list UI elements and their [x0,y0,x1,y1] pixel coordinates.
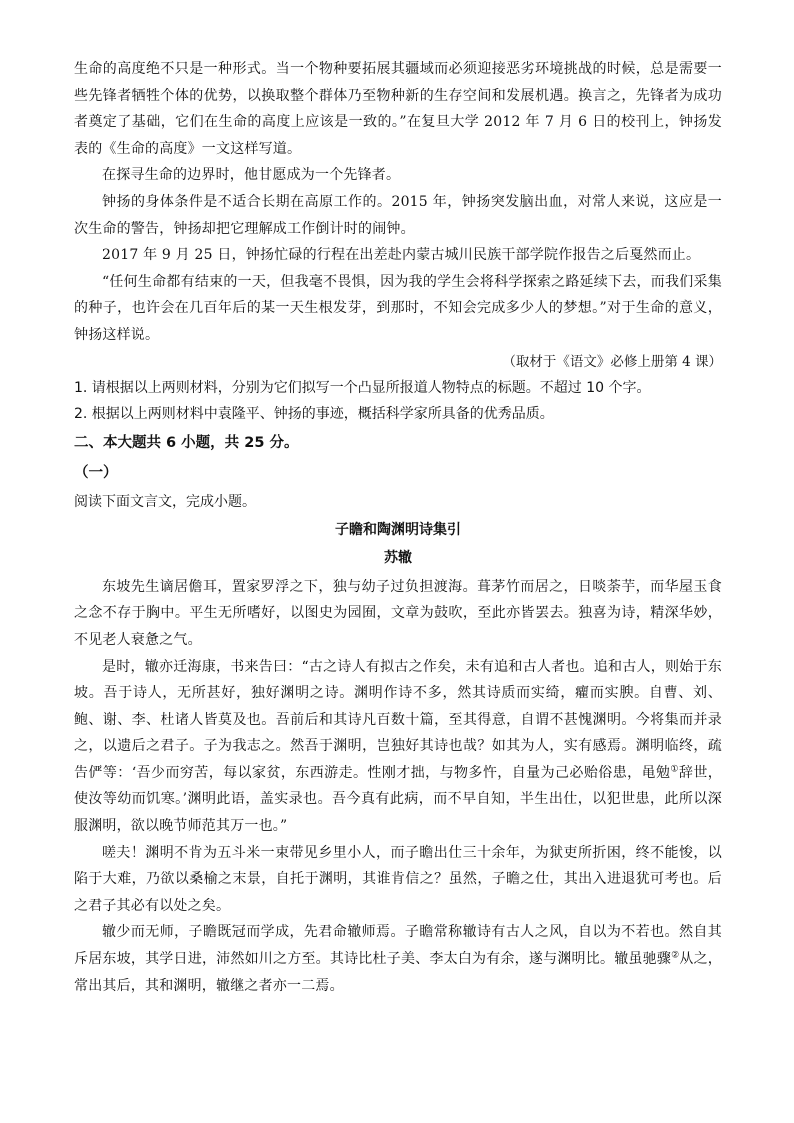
footnote-marker: ① [670,764,679,775]
passage-paragraph [74,654,722,840]
material-paragraph: 在探寻生命的边界时，他甘愿成为一个先锋者。 [102,167,401,184]
passage-text: 辞世，使汝等幼而饥寒。’渊明此语，盖实录也。吾今真有此病，而不早自知，半生出仕，以犯世患，此所以深服渊明，欲以晚节师范其万一也。” [74,764,722,835]
question-1: 1. 请根据以上两则材料，分别为它们拟写一个凸显所报道人物特点的标题。不超过 10 个字。 [74,379,651,396]
passage-author: 苏辙 [384,549,412,566]
material-source: （取材于《语文》必修上册第 4 课） [502,353,722,370]
section-heading: 二、本大题共 6 小题，共 25 分。 [74,434,299,451]
material-paragraph: 2017 年 9 月 25 日，钟扬忙碌的行程在出差赴内蒙古城川民族干部学院作报告之后戛然而止。 [102,247,701,264]
question-2: 2. 根据以上两则材料中袁隆平、钟扬的事迹，概括科学家所具备的优秀品质。 [74,406,554,423]
material-paragraph: “任何生命都有结束的一天，但我毫不畏惧，因为我的学生会将科学探索之路延续下去，而我们采集的种子，也许会在几百年后的某一天生根发芽，到那时，不知会完成多少人的梦想。”对于生命的意义，钟扬这样说。 [74,273,722,343]
passage-paragraph: 嗟夫！渊明不肯为五斗米一束带见乡里小人，而子瞻出仕三十余年，为狱吏所折困，终不能悛，以陷于大难，乃欲以桑榆之末景，自托于渊明，其谁肯信之？虽然，子瞻之仕，其出入进退犹可考也。后之君子其必有以处之矣。 [74,844,722,914]
document-page [74,56,722,999]
passage-title: 子瞻和陶渊明诗集引 [335,521,461,538]
material-paragraph: 钟扬的身体条件是不适合长期在高原工作的。2015 年，钟扬突发脑出血，对常人来说，这应是一次生命的警告，钟扬却把它理解成工作倒计时的闹钟。 [74,193,722,237]
footnote-marker: ② [671,950,680,961]
subsection-heading: （一） [74,464,118,481]
passage-text: 是时，辙亦迁海康，书来告曰：“古之诗人有拟古之作矣，未有追和古人者也。追和古人，则始于东坡。吾于诗人，无所甚好，独好渊明之诗。渊明作诗不多，然其诗质而实绮，癯而实腴。自曹、刘、鲍、谢、李、杜诸人皆莫及也。吾前后和其诗凡百数十篇，至其得意，自谓不甚愧渊明。今将集而并录之，以遗后之君子。子为我志之。然吾于渊明，岂独好其诗也哉？如其为人，实有感焉。渊明临终，疏告俨等：‘吾少而穷苦，每以家贫，东西游走。性刚才拙，与物多忤，自量为己必贻俗患，黾勉 [74,658,722,781]
passage-text: 从之，常出其后，其和渊明，辙继之者亦一二焉。 [74,951,722,994]
passage-text: 辙少而无师，子瞻既冠而学成，先君命辙师焉。子瞻常称辙诗有古人之风，自以为不若也。然自其斥居东坡，其学日进，沛然如川之方至。其诗比杜子美、李太白为有余，遂与渊明比。辙虽驰骤 [74,924,722,968]
passage-paragraph [74,919,722,999]
material-paragraph: 生命的高度绝不只是一种形式。当一个物种要拓展其疆域而必须迎接恶劣环境挑战的时候，总是需要一些先锋者牺牲个体的优势，以换取整个群体乃至物种新的生存空间和发展机遇。换言之，先锋者为成功者奠定了基础，它们在生命的高度上应该是一致的。”在复旦大学 2012 年 7 月 6 日的校刊上，钟扬发表的《生命的高度》一文这样写道。 [74,61,722,157]
passage-paragraph: 东坡先生谪居儋耳，置家罗浮之下，独与幼子过负担渡海。葺茅竹而居之，日啖荼芋，而华屋玉食之念不存于胸中。平生无所嗜好，以图史为园囿，文章为鼓吹，至此亦皆罢去。独喜为诗，精深华妙，不见老人衰惫之气。 [74,578,722,648]
reading-instruction: 阅读下面文言文，完成小题。 [74,493,256,510]
